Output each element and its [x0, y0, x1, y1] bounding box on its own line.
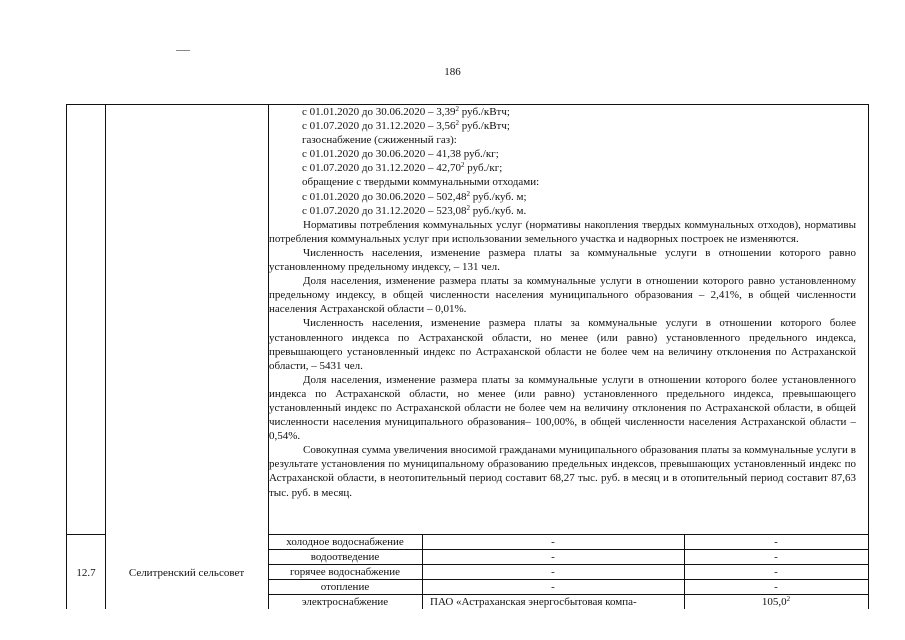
row-line	[268, 549, 868, 550]
provider-name: -	[551, 566, 555, 578]
page-number: 186	[444, 66, 461, 78]
tariff-line: с 01.01.2020 до 30.06.2020 – 41,38 руб./кг;	[302, 148, 499, 161]
settlement-name: Селитренский сельсовет	[128, 567, 245, 579]
tariff-description	[269, 105, 856, 500]
paragraph: Доля населения, изменение размера платы за коммунальные услуги в отношении которого более установленного индекса по Астраханской области, но менее (или равно) установленного предельного индекса, превышающего установленный индекс по Астраханской области не более чем на величину отклонения по Астраханской области, в общей численности населения муниципального образования– 100,00%, в общей численности населения Астраханской области – 0,54%.	[269, 373, 856, 443]
tariff-value: -	[774, 536, 778, 548]
row-line	[268, 579, 868, 580]
row-line	[268, 564, 868, 565]
service-name: горячее водоснабжение	[290, 566, 400, 578]
paragraph: Доля населения, изменение размера платы за коммунальные услуги в отношении которого равно установленному предельному индексу, в общей численности населения муниципального образования – 2,41%, в общей численности населения Астраханской области – 0,01%.	[269, 275, 856, 316]
tariff-heading: обращение с твердыми коммунальными отходами:	[302, 176, 540, 189]
tariff-value: -	[774, 566, 778, 578]
service-name: холодное водоснабжение	[286, 536, 404, 548]
tariff-line: с 01.01.2020 до 30.06.2020 – 502,48$^2$ руб./куб. м;	[302, 189, 527, 203]
col-line	[105, 105, 106, 609]
paragraph: Совокупная сумма увеличения вносимой гражданами муниципального образования платы за коммунальные услуги в результате установления по муниципальному образованию предельных индексов, превышающих установленный индекс по Астраханской области, в неотопительный период составит 68,27 тыс. руб. в месяц и в отопительный период составит 87,63 тыс. руб. в месяц.	[269, 444, 856, 499]
service-name: водоотведение	[310, 551, 380, 563]
provider-name: ПАО «Астраханская энергосбытовая компа-	[430, 596, 637, 608]
paragraph: Численность населения, изменение размера платы за коммунальные услуги в отношении которого более установленного индекса по Астраханской области, но менее (или равно) установленного предельного индекса, превышающего установленный индекс по Астраханской области не более чем на величину отклонения по Астраханской области, – 5431 чел.	[269, 317, 856, 372]
row-line	[268, 594, 868, 595]
tariff-line: с 01.07.2020 до 31.12.2020 – 42,70$^2$ руб./кг;	[302, 161, 503, 175]
tariff-line: с 01.07.2020 до 31.12.2020 – 3,56$^2$ руб./кВтч;	[302, 119, 510, 133]
row-line	[67, 534, 105, 535]
tariff-heading: газоснабжение (сжиженный газ):	[302, 134, 457, 147]
provider-name: -	[551, 581, 555, 593]
tariff-line: с 01.07.2020 до 31.12.2020 – 523,08$^2$ руб./куб. м.	[302, 203, 527, 217]
service-name: электроснабжение	[301, 596, 389, 608]
scan-mark	[176, 50, 190, 51]
tariff-value: -	[774, 551, 778, 563]
paragraph: Численность населения, изменение размера платы за коммунальные услуги в отношении которого равно установленному предельному индексу, – 131 чел.	[269, 246, 856, 274]
tariff-value: 105,0$^2$	[761, 595, 791, 608]
tariff-table	[66, 104, 869, 609]
tariff-line: с 01.01.2020 до 30.06.2020 – 3,39$^2$ руб./кВтч;	[302, 105, 510, 118]
row-number: 12.7	[76, 567, 96, 579]
service-name: отопление	[320, 581, 370, 593]
paragraph: Нормативы потребления коммунальных услуг (нормативы накопления твердых коммунальных отходов), нормативы потребления коммунальных услуг при использовании земельного участка и надворных построек не изменяются.	[269, 218, 856, 245]
provider-name: -	[551, 536, 555, 548]
provider-name: -	[551, 551, 555, 563]
tariff-value: -	[774, 581, 778, 593]
row-line	[268, 534, 868, 535]
